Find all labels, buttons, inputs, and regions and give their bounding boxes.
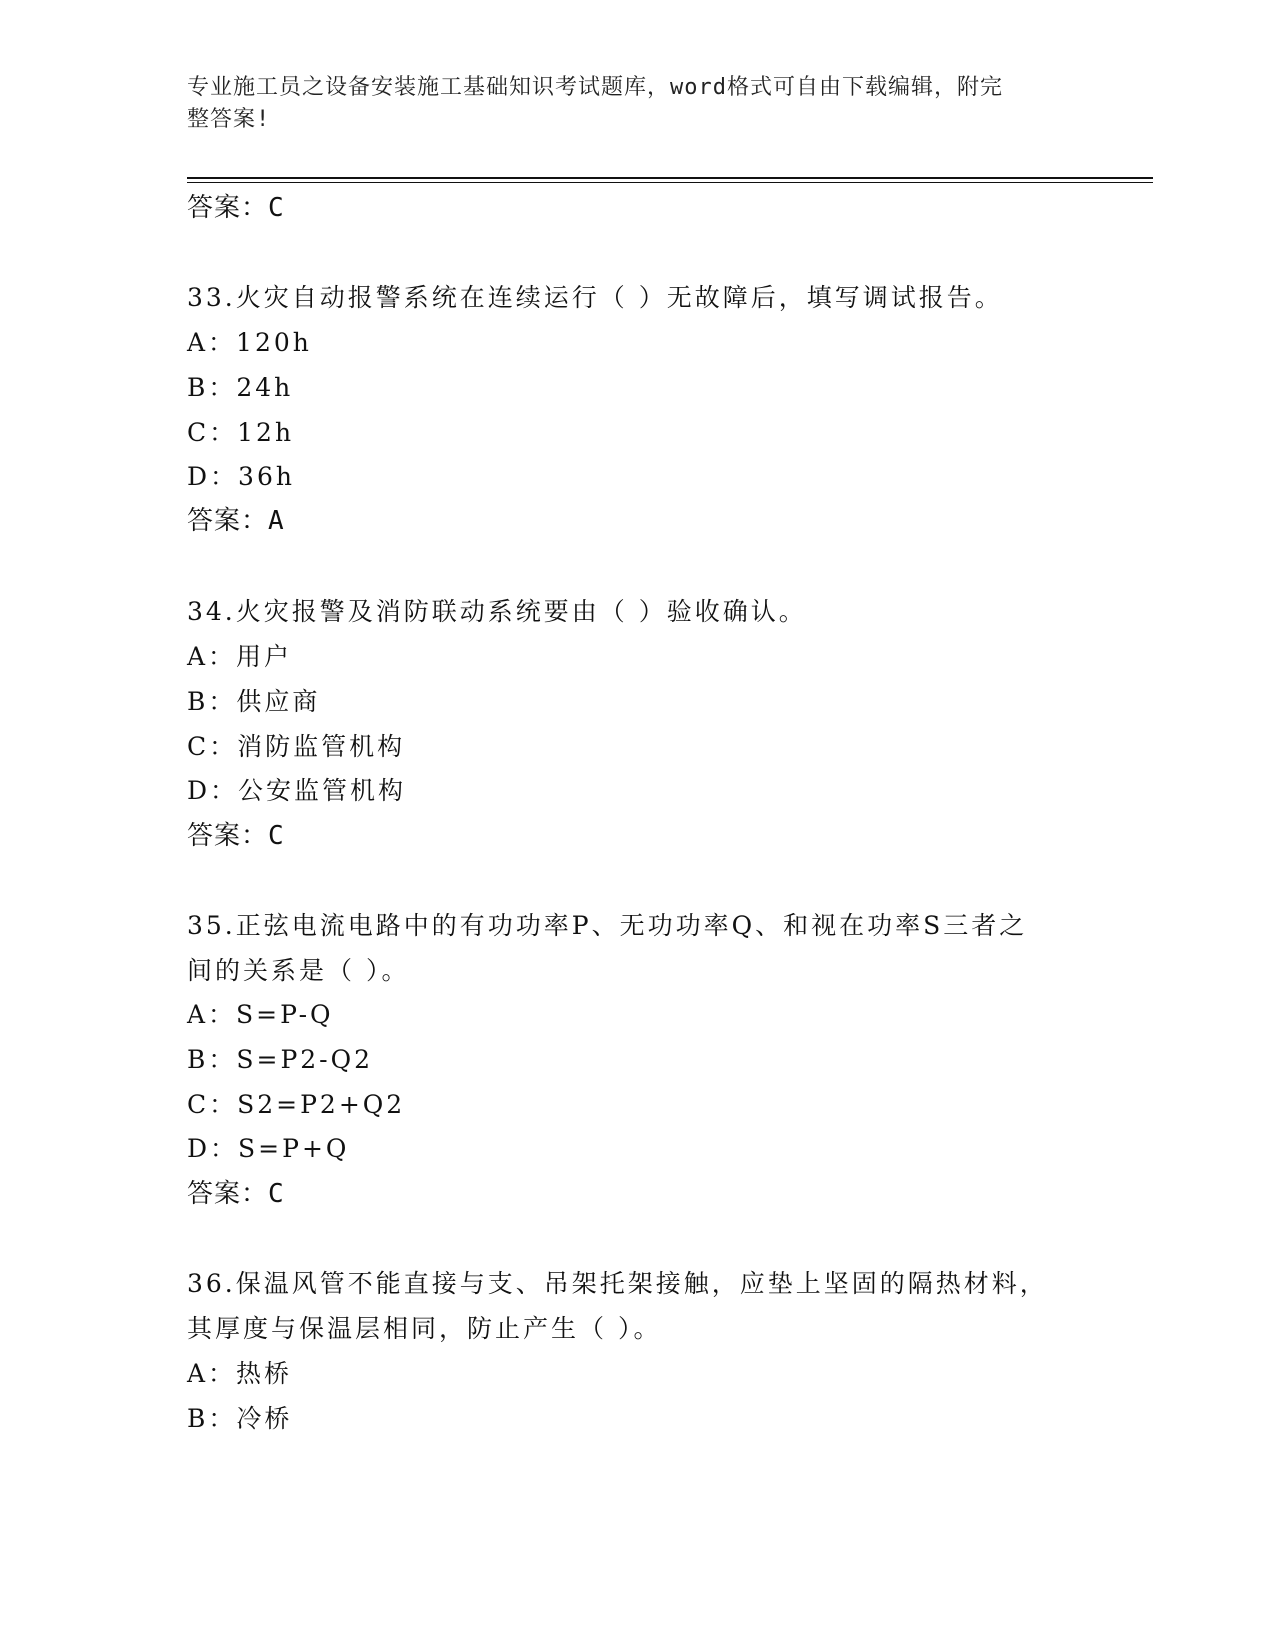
header-divider-thin [187, 182, 1153, 183]
question-36-stem-line-1: 36.保温风管不能直接与支、吊架托架接触，应垫上坚固的隔热材料， [187, 1269, 1048, 1298]
header-line-1: 专业施工员之设备安装施工基础知识考试题库，word格式可自由下载编辑，附完 [187, 75, 1003, 100]
question-33-option-c: C：12h [187, 418, 295, 447]
question-36-option-a: A：热桥 [187, 1359, 293, 1388]
question-35-stem-line-2: 间的关系是（ ）。 [187, 956, 410, 985]
question-35-option-a: A：S=P-Q [187, 1000, 334, 1029]
header-divider-thick [187, 177, 1153, 179]
question-36-stem-line-2: 其厚度与保温层相同，防止产生（ ）。 [187, 1314, 662, 1343]
question-35-stem-line-1: 35.正弦电流电路中的有功功率P、无功功率Q、和视在功率S三者之 [187, 911, 1028, 940]
question-36-option-b: B：冷桥 [187, 1404, 293, 1433]
document-header [187, 72, 1067, 136]
question-35-option-d: D：S=P+Q [187, 1134, 350, 1163]
question-34-option-d: D：公安监管机构 [187, 776, 407, 805]
question-35-option-c: C：S2=P2+Q2 [187, 1090, 406, 1119]
question-35-answer: 答案：C [187, 1179, 285, 1209]
header-line-2: 整答案! [187, 107, 271, 132]
question-34-answer: 答案：C [187, 821, 285, 851]
answer-line: 答案：C [187, 193, 285, 223]
question-33-stem: 33.火灾自动报警系统在连续运行（ ）无故障后，填写调试报告。 [187, 283, 1003, 312]
question-34-option-b: B：供应商 [187, 687, 321, 716]
question-33-option-a: A：120h [187, 328, 312, 357]
question-34-stem: 34.火灾报警及消防联动系统要由（ ）验收确认。 [187, 597, 807, 626]
question-33-option-d: D：36h [187, 462, 295, 491]
question-35-option-b: B：S=P2-Q2 [187, 1045, 374, 1074]
question-33-option-b: B：24h [187, 373, 294, 402]
question-33-answer: 答案：A [187, 506, 285, 536]
question-34-option-c: C：消防监管机构 [187, 732, 406, 761]
question-34-option-a: A：用户 [187, 642, 293, 671]
